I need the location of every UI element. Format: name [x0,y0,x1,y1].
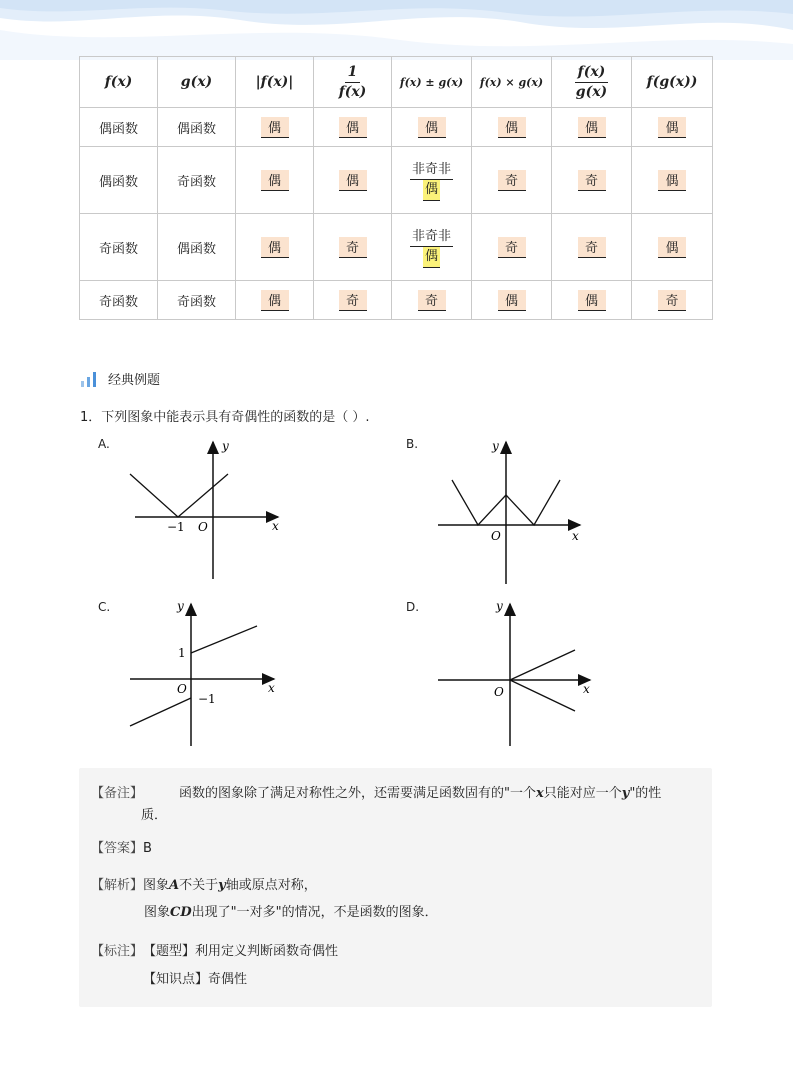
header-quotient [552,57,632,108]
header-reciprocal [314,57,392,108]
graph-line-upper [191,626,257,653]
section-title: 经典例题 [108,373,161,388]
cell-comp [632,147,713,214]
math-y: y [621,786,630,801]
cell-quot [552,108,632,147]
math-A: A [169,878,180,893]
cell-quot [552,147,632,214]
cell-g-type: 奇函数 [158,147,236,214]
question-text: 1．下列图象中能表示具有奇偶性的函数的是（ ）. [80,410,370,425]
answer-blank-multiline [410,160,453,201]
section-header [80,369,160,388]
analysis-text-d: 图象 [144,905,171,920]
analysis-line-2 [144,902,438,924]
solution-notes-box [79,768,712,1007]
answer-blank: 偶 [658,117,686,138]
answer-line-2: 偶 [423,247,440,268]
answer-blank: 奇 [498,237,526,258]
cell-sum [392,147,472,214]
graph-line-upper [510,650,575,680]
answer-tag: 【答案】 [91,841,144,856]
answer-blank: 偶 [261,170,289,191]
table-row [80,281,713,320]
graph-line-lower [130,698,191,726]
header-abs-fx: |f(x)| [236,57,314,108]
cell-comp [632,214,713,281]
answer-blank: 偶 [658,237,686,258]
remark-text-b: 只能对应一个 [543,786,622,801]
math-x: x [535,786,544,801]
label-line-2: 【知识点】奇偶性 [143,972,248,987]
tick-label-pos: 1 [178,646,186,660]
cell-recip [314,281,392,320]
header-fx: f(x) [80,57,158,108]
cell-f-type: 奇函数 [80,281,158,320]
frac-numerator: f(x) [575,65,609,83]
cell-abs [236,281,314,320]
answer-blank: 奇 [578,237,606,258]
y-axis-label: y [496,599,503,613]
bar-chart-icon [80,371,100,387]
cell-comp [632,108,713,147]
answer-blank: 偶 [339,170,367,191]
answer-blank: 奇 [498,170,526,191]
answer-blank: 偶 [261,117,289,138]
cell-sum [392,108,472,147]
parity-table [79,56,713,320]
remark-row [91,783,662,805]
remark-text-a: 函数的图象除了满足对称性之外，还需要满足函数固有的"一个 [179,786,536,801]
answer-blank: 奇 [418,290,446,311]
answer-row [91,838,152,860]
x-axis-label: x [572,529,579,543]
analysis-tag: 【解析】 [91,878,144,893]
cell-sum [392,214,472,281]
cell-g-type: 偶函数 [158,108,236,147]
graph-line-lower [510,680,575,711]
cell-sum [392,281,472,320]
cell-f-type: 奇函数 [80,214,158,281]
option-b-label: B. [406,437,419,451]
remark-text-c: "的性 [629,786,662,801]
answer-blank: 奇 [658,290,686,311]
cell-recip [314,147,392,214]
table-row [80,214,713,281]
math-CD: CD [170,905,192,920]
cell-prod [472,108,552,147]
answer-line-1: 非奇非 [410,227,453,248]
cell-g-type: 奇函数 [158,281,236,320]
analysis-text-b: 不关于 [179,878,219,893]
analysis-text-c: 轴或原点对称， [225,878,317,893]
origin-label: O [494,685,504,699]
answer-value: B [143,841,152,856]
answer-blank: 偶 [498,290,526,311]
header-product: f(x) × g(x) [472,57,552,108]
x-axis-label: x [268,681,275,695]
header-sum: f(x) ± g(x) [392,57,472,108]
option-c-label: C. [98,600,111,614]
cell-recip [314,214,392,281]
y-axis-label: y [222,439,229,453]
cell-f-type: 偶函数 [80,108,158,147]
table-row [80,108,713,147]
label-line-1: 【题型】利用定义判断函数奇偶性 [143,944,339,959]
header-gx: g(x) [158,57,236,108]
option-b-graph [430,436,590,586]
cell-prod [472,147,552,214]
option-a-label: A. [98,437,110,451]
answer-blank: 偶 [578,290,606,311]
option-a-graph [120,436,290,582]
tick-label-neg: −1 [198,692,216,706]
x-axis-label: x [583,682,590,696]
cell-recip [314,108,392,147]
analysis-line-1 [143,875,317,897]
answer-line-2: 偶 [423,180,440,201]
answer-blank: 偶 [261,290,289,311]
tick-label: −1 [167,520,185,534]
answer-blank: 奇 [339,237,367,258]
remark-tag: 【备注】 [91,786,144,801]
cell-abs [236,108,314,147]
frac-denominator: f(x) [338,84,367,100]
option-c-graph [122,596,282,748]
table-row [80,147,713,214]
x-axis-label: x [272,519,279,533]
cell-prod [472,214,552,281]
cell-quot [552,281,632,320]
analysis-row [91,875,317,897]
y-axis-label: y [492,439,499,453]
answer-blank: 偶 [339,117,367,138]
answer-blank: 偶 [658,170,686,191]
answer-blank: 偶 [418,117,446,138]
option-d-label: D. [406,600,420,614]
answer-blank: 奇 [578,170,606,191]
remark-line-1 [179,783,661,805]
cell-prod [472,281,552,320]
cell-abs [236,147,314,214]
answer-line-1: 非奇非 [410,160,453,181]
answer-blank-multiline [410,227,453,268]
answer-blank: 偶 [578,117,606,138]
cell-quot [552,214,632,281]
analysis-text-a: 图象 [143,878,170,893]
y-axis-label: y [177,599,184,613]
cell-comp [632,281,713,320]
header-wave-banner [0,0,793,60]
cell-g-type: 偶函数 [158,214,236,281]
option-d-graph [430,596,594,748]
answer-blank: 偶 [498,117,526,138]
origin-label: O [491,529,501,543]
frac-numerator: 1 [345,65,361,83]
analysis-text-e: 出现了"一对多"的情况，不是函数的图象． [191,905,438,920]
origin-label: O [177,682,187,696]
label-row [91,941,339,963]
answer-blank: 奇 [339,290,367,311]
origin-label: O [198,520,208,534]
cell-abs [236,214,314,281]
header-composite: f(g(x)) [632,57,713,108]
label-tag: 【标注】 [91,944,144,959]
table-header-row [80,57,713,108]
remark-line-2: 质． [141,808,168,823]
math-y: y [218,878,226,893]
frac-denominator: g(x) [575,84,608,100]
cell-f-type: 偶函数 [80,147,158,214]
answer-blank: 偶 [261,237,289,258]
